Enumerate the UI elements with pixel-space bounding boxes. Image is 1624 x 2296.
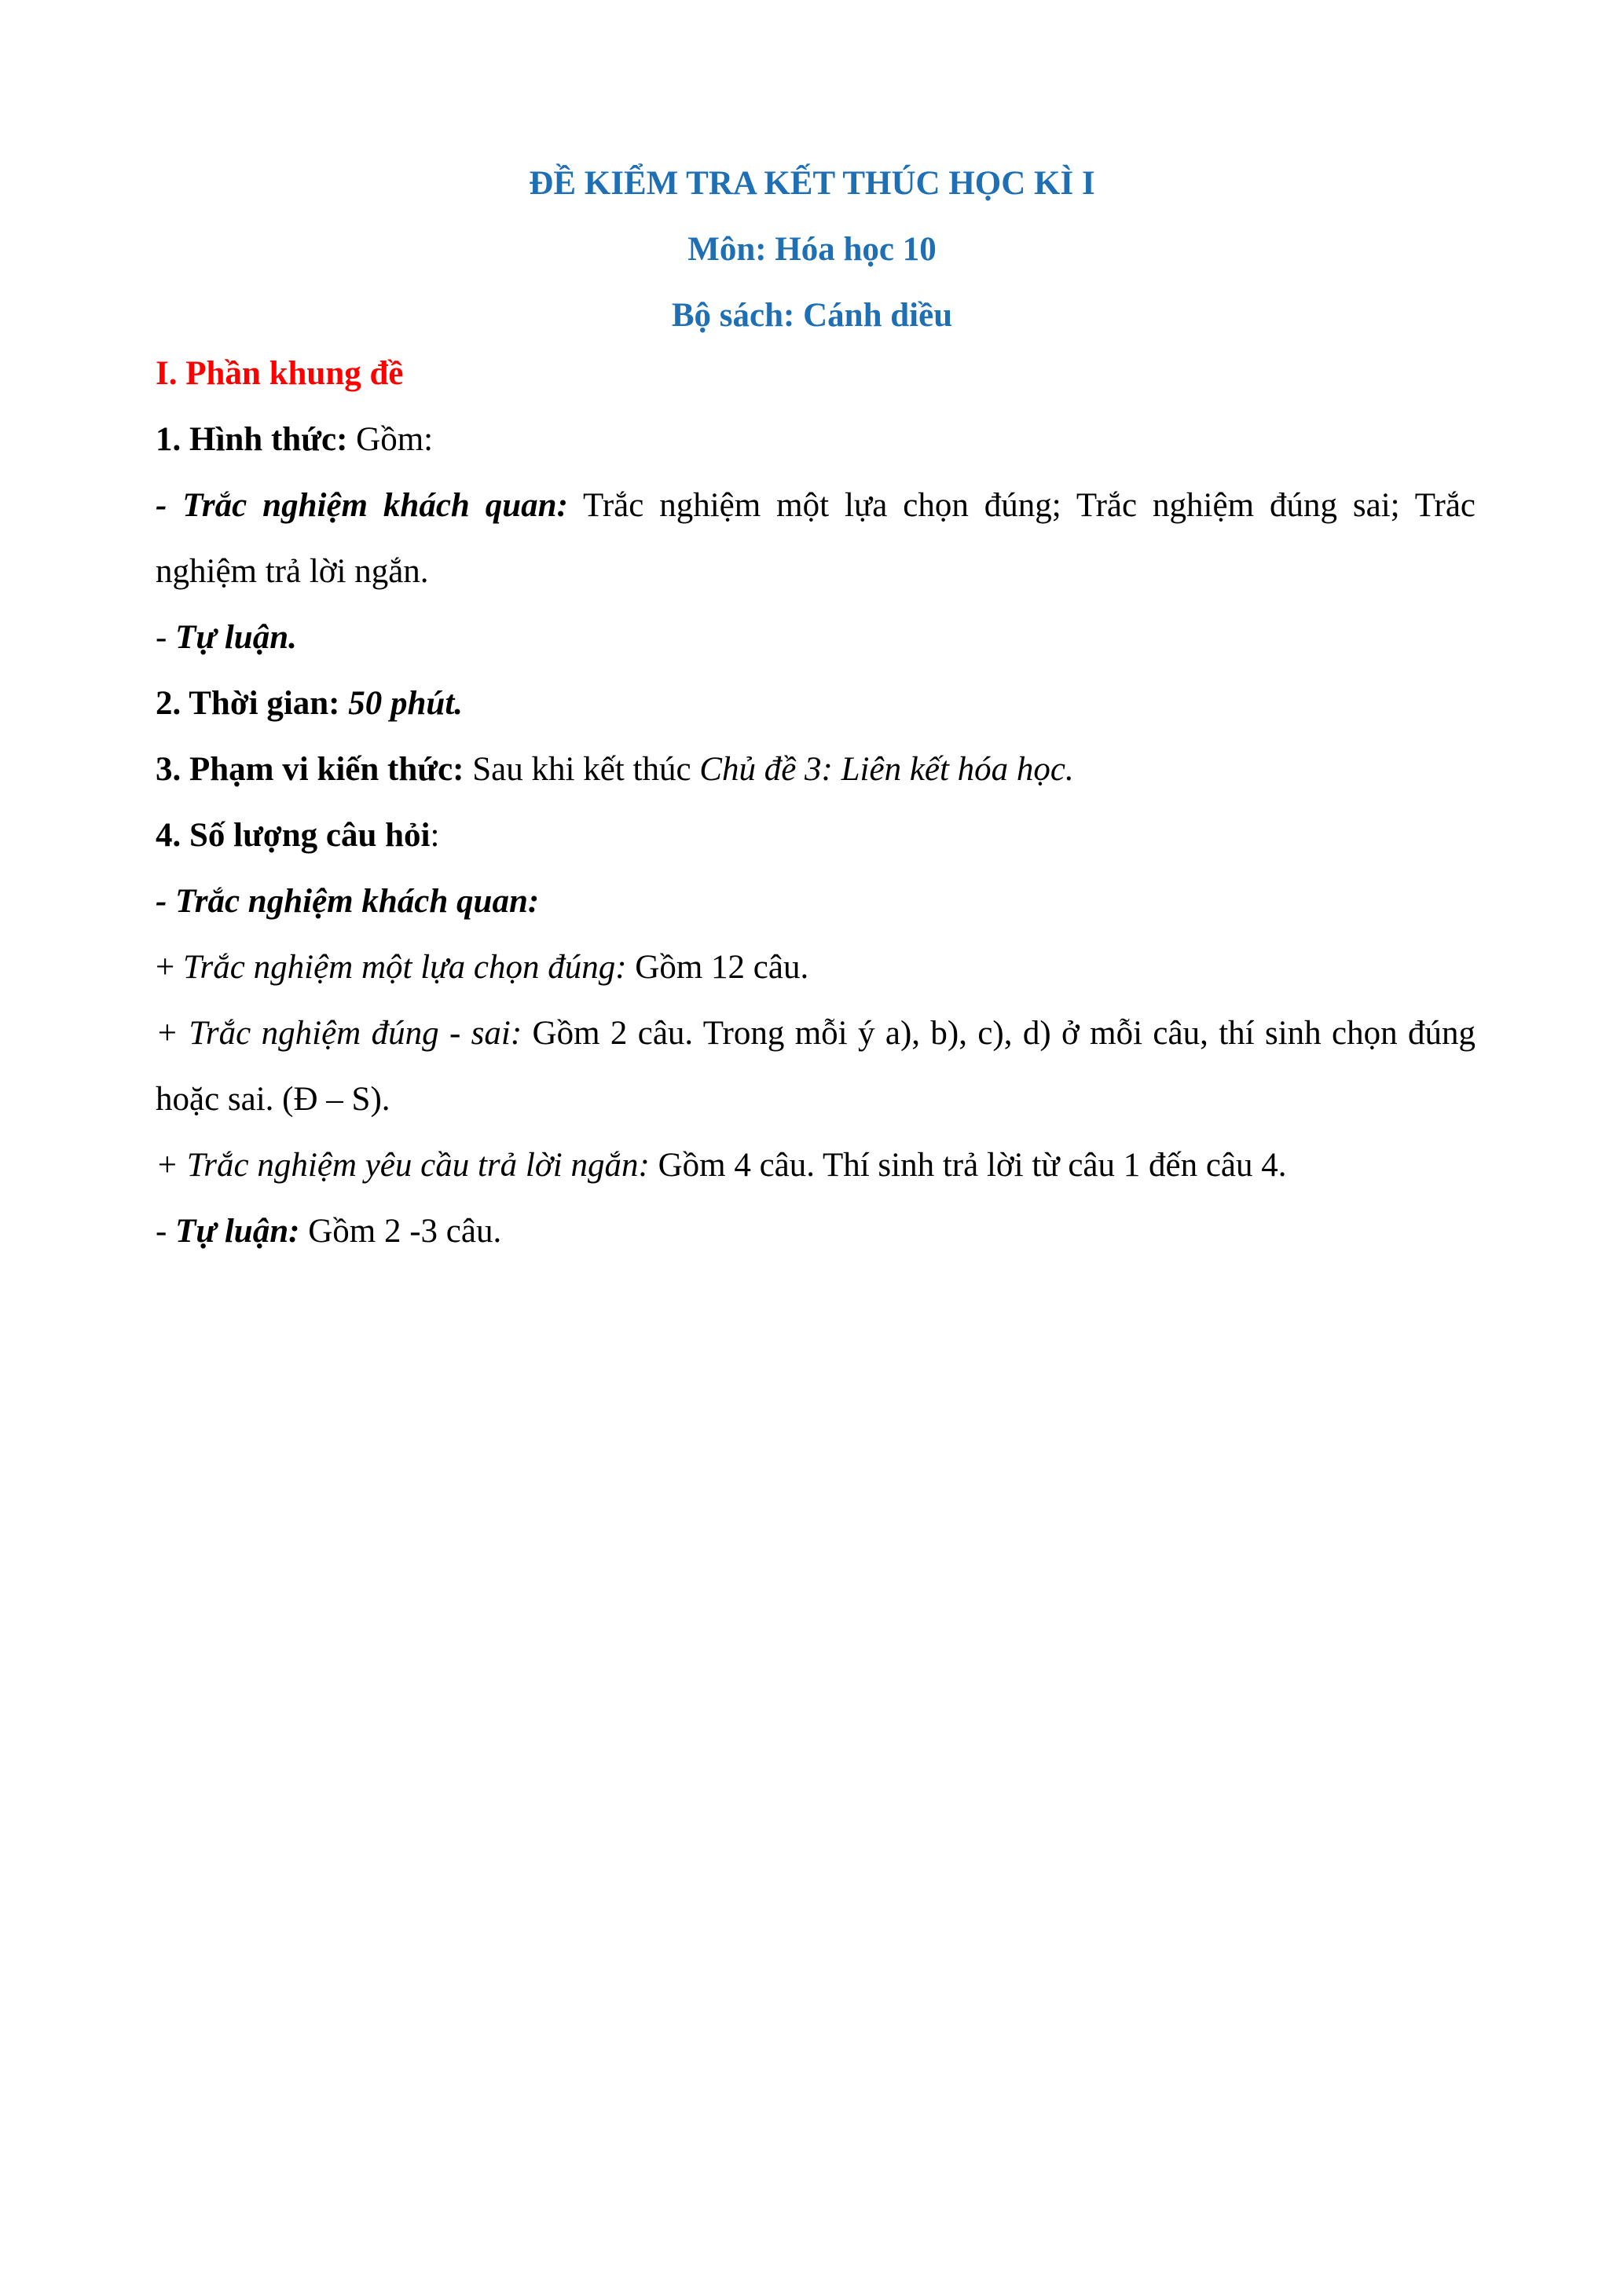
short-answer-label: + Trắc nghiệm yêu cầu trả lời ngắn: [156,1147,650,1184]
single-choice-line [156,935,1476,1001]
question-count-colon: : [430,817,440,854]
section-heading: I. Phần khung đề [156,355,404,392]
objective-count-line [156,869,1476,935]
short-answer-text: Gồm 4 câu. Thí sinh trả lời từ câu 1 đến câu 4. [649,1147,1287,1184]
exam-title: ĐỀ KIỂM TRA KẾT THÚC HỌC KÌ I [529,165,1095,202]
single-choice-text: Gồm 12 câu. [626,949,809,986]
form-line [156,407,1476,473]
scope-topic: Chủ đề 3: Liên kết hóa học. [699,751,1074,788]
question-count-label: 4. Số lượng câu hỏi [156,817,431,854]
book-series-line: Bộ sách: Cánh diều [671,297,953,334]
document-body [156,341,1476,1265]
objective-count-label: - Trắc nghiệm khách quan: [156,883,540,920]
essay-count-line [156,1199,1476,1265]
subject-line: Môn: Hóa học 10 [687,231,937,268]
true-false-line [156,1001,1476,1133]
essay-count-prefix: - [156,1213,176,1250]
objective-test-label: - Trắc nghiệm khách quan: [156,487,568,524]
duration-label: 2. Thời gian: [156,685,340,722]
single-choice-prefix: + [156,949,184,986]
question-count-line [156,803,1476,869]
scope-text: Sau khi kết thúc [464,751,700,788]
duration-value: 50 phút. [348,685,464,722]
objective-test-text: Trắc nghiệm một lựa chọn đúng; Trắc nghiệm đúng sai; Trắc nghiệm trả lời ngắn. [156,487,1476,590]
document-header [0,151,1624,349]
true-false-text: Gồm 2 câu. Trong mỗi ý a), b), c), d) ở mỗi câu, thí sinh chọn đúng hoặc sai. (Đ – S). [156,1015,1476,1118]
essay-prefix: - [156,619,176,656]
essay-count-label: Tự luận: [175,1213,300,1250]
essay-label: Tự luận. [175,619,297,656]
essay-count-text: Gồm 2 -3 câu. [299,1213,502,1250]
form-label: 1. Hình thức: [156,421,348,458]
scope-label: 3. Phạm vi kiến thức: [156,751,464,788]
true-false-label: + Trắc nghiệm đúng - sai: [156,1015,522,1052]
duration-line [156,671,1476,737]
objective-test-line [156,473,1476,605]
form-text: Gồm: [347,421,434,458]
essay-line [156,605,1476,671]
short-answer-line [156,1133,1476,1199]
scope-line [156,737,1476,803]
single-choice-label: Trắc nghiệm một lựa chọn đúng: [183,949,627,986]
